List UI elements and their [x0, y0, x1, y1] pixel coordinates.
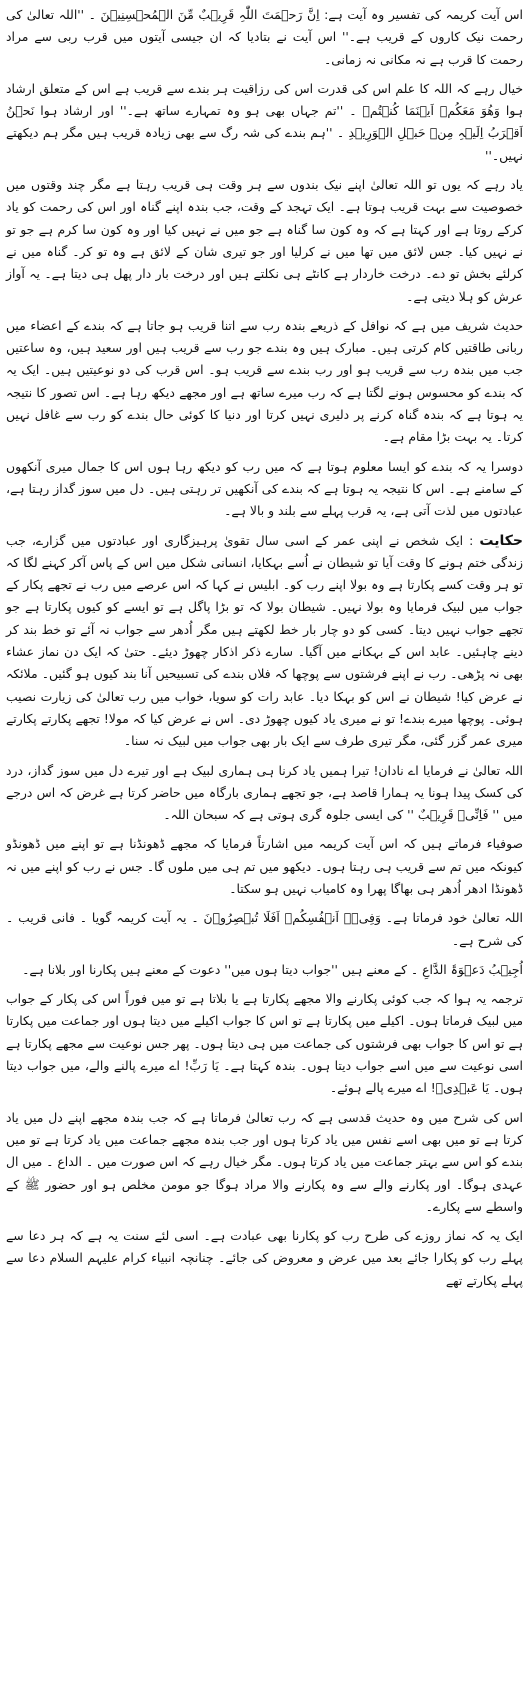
paragraph-hadith-nawafil: حدیث شریف میں ہے کہ نوافل کے ذریعے بندہ رب سے اتنا قریب ہو جاتا ہے کہ بندے کے اعضاء میں ربانی طاقتیں کام کرتی ہیں۔ مبارک ہیں وہ بندے جو رب سے قریب ہیں اور سعید ہیں، وہ ساعتیں جب میں بندہ رب سے قریب ہو اور رب بندے سے قریب ہو۔ اس قرب کی دو نوعیتیں ہیں۔ ایک یہ کہ بندے کو محسوس ہونے لگتا ہے کہ رب میرے ساتھ ہے اور مجھے دیکھ رہا ہے۔ اس تصور کا نتیجہ یہ ہوتا ہے کہ بندہ گناہ کرنے پر دلیری نہیں کرتا اور دنیا کا کوئی حال بندے کو رب سے غافل نہیں کرتا۔ یہ بہت بڑا مقام ہے۔	[6, 317, 523, 445]
story-paragraph	[6, 530, 523, 753]
paragraph-anfusikum: اللہ تعالیٰ خود فرماتا ہے۔ وَفِیۡۤ اَنۡفُسِکُمۡ اَفَلَا تُبۡصِرُوۡنَ ۔ یہ آیت کریمہ گویا ۔ فانی قریب ۔ کی شرح ہے۔	[6, 910, 523, 948]
story-text: : ایک شخص نے اپنی عمر کے اسی سال تقویٰ پرہیزگاری اور عبادتوں میں گزارے، جب زندگی ختم ہونے کا وقت آیا تو شیطان نے اُسے بہکایا، انسانی شکل میں اس کے پاس آکر کہنے لگا کہ تو ہر وقت کسے پکارتا ہے وہ بولا اپنے رب کو۔ ابلیس نے کہا کہ اس عرصے میں رب نے تجھے پکار کے جواب میں لبیک فرمایا وہ بولا نہیں۔ شیطان بولا کہ تو بڑا پاگل ہے تو ایسے کو کیوں پکارتا ہے جو تجھے جواب نہیں دیتا۔ کسی کو دو چار بار خط لکھتے ہیں مگر اُدھر سے جواب نہ آئے تو خط بند کر دینے چاہئیں۔ عابد اس کے بہکانے میں آگیا۔ سارے ذکر اذکار چھوڑ دیئے۔ حتیٰ کہ ایک دن نماز عشاء بھی نہ پڑھی۔ رب نے اپنے فرشتوں سے پوچھا کہ فلاں بندے کی تسبیحیں آنا بند کیوں ہو گئیں۔ ملائکہ نے عرض کیا! شیطان نے اس کو بہکا دیا۔ عابد رات کو سویا، خواب میں رب تعالیٰ کی زیارت نصیب ہوئی۔ پوچھا میرے بندے! تو نے میری یاد کیوں چھوڑ دی۔ اس نے عرض کیا کہ مولا! تجھے پکارتے پکارتے میری عمر گزر گئی، مگر تیری طرف سے ایک بار بھی جواب میں لبیک نہ سنا۔	[6, 532, 523, 749]
paragraph-ujeebu: اُجِیۡبُ دَعۡوَۃَ الدَّاعِ ۔ کے معنے ہیں ''جواب دیتا ہوں میں'' دعوت کے معنے ہیں پکارنا اور بلانا ہے۔	[22, 961, 523, 977]
paragraph-labbaik: اللہ تعالیٰ نے فرمایا اے نادان! تیرا ہمیں یاد کرنا ہی ہماری لبیک ہے اور تیرے دل میں سوز گداز، درد کی کسک پیدا ہونا یہ ہمارا قاصد ہے، جو تجھے ہماری بارگاہ میں حاضر کرتا ہے غرض کہ اس درجے میں '' فَاِنِّیۡ قَرِیۡبٌ '' کی ایسی جلوہ گری ہوتی ہے کہ سبحان اللہ۔	[6, 762, 523, 823]
story-heading: حکایت	[479, 532, 523, 549]
paragraph-tarjuma: ترجمہ یہ ہوا کہ جب کوئی پکارنے والا مجھے پکارتا ہے یا بلاتا ہے تو میں فوراً اس کی پکار کے جواب میں لبیک فرماتا ہوں۔ اکیلے میں پکارتا ہے تو اس کا جواب اکیلے میں دیتا ہوں اور جماعت میں پکارتا ہے تو اس کا جواب بھی فرشتوں کی جماعت میں ہی دیتا ہوں۔ پھر جس نوعیت سے مجھے پکارتا ہے اسی نوعیت سے میں اسے جواب دیتا ہوں۔ بندہ کہتا ہے۔ یَا رَبِّ! اے میرے پالنے والے، میں جواب دیتا ہوں۔ یَا عَبۡدِیۡ! اے میرے پالے ہوئے۔	[6, 991, 523, 1096]
paragraph-hadith-qudsi: اس کی شرح میں وہ حدیث قدسی ہے کہ رب تعالیٰ فرماتا ہے کہ جب بندہ مجھے اپنے دل میں یاد کرتا ہے تو میں بھی اسے نفس میں یاد کرتا ہوں اور جب بندہ مجھے جماعت میں یاد کرتا ہے تو میں بندے کو اس سے بہتر جماعت میں یاد کرتا ہوں۔ مگر خیال رہے کہ اس صورت میں ۔ الداع ۔ میں ال عہدی ہوگا۔ اور پکارنے والے سے وہ پکارنے والا مراد ہوگا جو مومن مخلص ہو اور حضور ﷺ کے واسطے سے پکارے۔	[6, 1109, 523, 1214]
paragraph-second-qurb: دوسرا یہ کہ بندے کو ایسا معلوم ہوتا ہے کہ میں رب کو دیکھ رہا ہوں اس کا جمال میری آنکھوں کے سامنے ہے۔ اس کا نتیجہ یہ ہوتا ہے کہ بندے کی آنکھیں تر رہتی ہیں۔ دل میں سوز گداز رہتا ہے، عبادتوں میں لذت آتی ہے، یہ قرب پہلے سے بلند و بالا ہے۔	[6, 458, 523, 519]
paragraph-tahajjud: یاد رہے کہ یوں تو اللہ تعالیٰ اپنے نیک بندوں سے ہر وقت ہی قریب رہتا ہے مگر چند وقتوں میں خصوصیت سے بہت قریب ہوتا ہے۔ ایک تہجد کے وقت، جب بندہ اپنے گناہ اور اس کی رحمت کو یاد کرکے روتا ہے اور کہتا ہے کہ وہ کون سا گناہ ہے جو میں نے نہیں کیا اور وہ کون سا کرم ہے جو تو نے نہیں کیا۔ جس لائق میں تھا میں نے کرلیا اور جو تیری شان کے لائق ہے وہ تو کر۔ گناہ میں نے کرلئے بخش تو دے۔ درخت خاردار ہے کانٹے ہی نکلتے ہیں اور درخت بار دار پھل ہی دیتا ہے۔ یہ آواز عرش کو ہلا دیتی ہے۔	[6, 177, 523, 304]
paragraph-sufiya: صوفیاء فرماتے ہیں کہ اس آیت کریمہ میں اشارتاً فرمایا کہ مجھے ڈھونڈنا ہے تو اپنے میں ڈھونڈو کیونکہ میں تم سے قریب ہی رہتا ہوں۔ دیکھو میں تم ہی میں ملوں گا۔ جس نے رب کو اپنے میں نہ ڈھونڈا ادھر اُدھر ہی بھاگا پھرا وہ کامیاب نہیں ہو سکتا۔	[6, 836, 523, 896]
paragraph-tafseer: اس آیت کریمہ کی تفسیر وہ آیت ہے: اِنَّ رَحۡمَتَ اللّٰہِ قَرِیۡبٌ مِّنَ الۡمُحۡسِنِیۡنَ ۔ ''اللہ تعالیٰ کی رحمت نیک کاروں کے قریب ہے۔'' اس آیت نے بتادیا کہ ان جیسی آیتوں میں قرب ربی سے مراد رحمت کا قرب ہے نہ مکانی نہ زمانی۔	[6, 7, 523, 67]
paragraph-ilm-qudrat: خیال رہے کہ اللہ کا علم اس کی قدرت اس کی رزاقیت ہر بندے سے قریب ہے اس کے متعلق ارشاد ہوا وَھُوَ مَعَکُمۡ اَیۡنَمَا کُنۡتُمۡ ۔ ''تم جہاں بھی ہو وہ تمہارے ساتھ ہے۔'' اور ارشاد ہوا نَحۡنُ اَقۡرَبُ اِلَیۡہِ مِنۡ حَبۡلِ الۡوَرِیۡدِ ۔ ''ہم بندے کی شہ رگ سے بھی زیادہ قریب ہیں مگر ہم دیکھتے نہیں۔''	[6, 80, 523, 163]
paragraph-ibadat: ایک یہ کہ نماز روزے کی طرح رب کو پکارنا بھی عبادت ہے۔ اسی لئے سنت یہ ہے کہ ہر دعا سے پہلے رب کو پکارا جائے بعد میں عرض و معروض کی جائے۔ چنانچہ انبیاء کرام علیہم السلام دعا سے پہلے پکارتے تھے	[6, 1228, 523, 1288]
